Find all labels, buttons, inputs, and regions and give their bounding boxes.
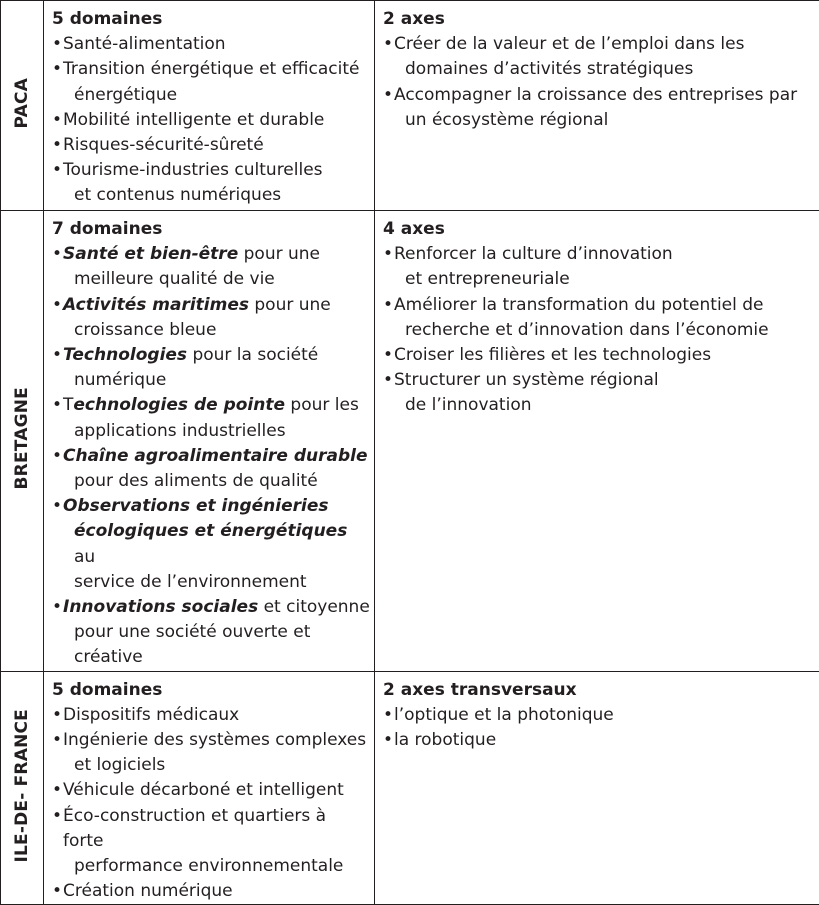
list-item xyxy=(383,293,815,343)
bullet: • xyxy=(52,343,63,368)
item-emphasis: Activités maritimes xyxy=(63,295,249,315)
region-label: PACA xyxy=(12,78,32,129)
item-text: Structurer un système régional xyxy=(394,370,659,390)
list-item xyxy=(52,778,370,803)
axes-list xyxy=(383,242,815,418)
axes-list xyxy=(383,32,815,133)
item-text-continued: pour une société ouverte et créative xyxy=(63,620,370,670)
bullet: • xyxy=(52,57,63,82)
item-text: Risques-sécurité-sûreté xyxy=(63,135,264,155)
region-cell xyxy=(1,211,44,672)
item-text-continued: performance environnementale xyxy=(63,854,370,879)
region-cell xyxy=(1,1,44,211)
item-text: pour les xyxy=(285,395,359,415)
bullet: • xyxy=(383,242,394,267)
list-item xyxy=(52,133,370,158)
item-text: l’optique et la photonique xyxy=(394,705,614,725)
item-text-continued: meilleure qualité de vie xyxy=(63,267,370,292)
item-text: Mobilité intelligente et durable xyxy=(63,110,324,130)
list-item xyxy=(52,494,370,595)
list-item xyxy=(52,293,370,343)
axes-heading: 4 axes xyxy=(383,217,815,242)
item-text: Transition énergétique et efficacité xyxy=(63,59,359,79)
axes-heading: 2 axes xyxy=(383,7,815,32)
item-text-continued: numérique xyxy=(63,368,370,393)
item-text-continued: domaines d’activités stratégiques xyxy=(394,57,815,82)
item-line-continued xyxy=(63,519,370,569)
item-text: et citoyenne xyxy=(258,597,370,617)
axes-heading: 2 axes transversaux xyxy=(383,678,815,703)
bullet: • xyxy=(52,133,63,158)
bullet: • xyxy=(52,778,63,803)
bullet: • xyxy=(52,242,63,267)
list-item xyxy=(52,108,370,133)
item-text-continued: et contenus numériques xyxy=(63,183,370,208)
domains-cell xyxy=(44,211,375,672)
table-row xyxy=(1,1,819,211)
bullet: • xyxy=(52,494,63,519)
list-item xyxy=(383,728,815,753)
axes-content xyxy=(375,1,819,133)
bullet: • xyxy=(52,728,63,753)
axes-content xyxy=(375,672,819,754)
item-emphasis: echnologies de pointe xyxy=(73,395,285,415)
item-text-continued: énergétique xyxy=(63,83,370,108)
bullet: • xyxy=(383,368,394,393)
item-emphasis: Technologies xyxy=(63,345,187,365)
list-item xyxy=(52,393,370,443)
bullet: • xyxy=(52,879,63,904)
item-text-continued: service de l’environnement xyxy=(63,570,370,595)
item-text: Accompagner la croissance des entreprises par xyxy=(394,85,797,105)
list-item xyxy=(52,728,370,778)
list-item xyxy=(52,32,370,57)
item-text: la robotique xyxy=(394,730,496,750)
list-item xyxy=(52,703,370,728)
domains-heading: 5 domaines xyxy=(52,7,370,32)
list-item xyxy=(383,368,815,418)
item-emphasis: Innovations sociales xyxy=(63,597,258,617)
item-text: Croiser les filières et les technologies xyxy=(394,345,711,365)
item-text: Éco-construction et quartiers à forte xyxy=(63,806,326,851)
domains-heading: 7 domaines xyxy=(52,217,370,242)
item-text: Dispositifs médicaux xyxy=(63,705,239,725)
domains-heading: 5 domaines xyxy=(52,678,370,703)
bullet: • xyxy=(52,32,63,57)
list-item xyxy=(383,83,815,133)
item-text: Création numérique xyxy=(63,881,233,901)
list-item xyxy=(383,32,815,82)
list-item xyxy=(383,703,815,728)
bullet: • xyxy=(52,158,63,183)
axes-cell xyxy=(375,671,819,905)
domains-cell xyxy=(44,1,375,211)
domains-cell xyxy=(44,671,375,905)
item-text: Renforcer la culture d’innovation xyxy=(394,244,673,264)
axes-content xyxy=(375,211,819,419)
item-text-continued: recherche et d’innovation dans l’économie xyxy=(394,318,815,343)
bullet: • xyxy=(52,393,63,418)
item-emphasis: écologiques et énergétiques xyxy=(74,521,347,541)
item-text: au xyxy=(74,547,95,567)
item-text-continued: applications industrielles xyxy=(63,419,370,444)
list-item xyxy=(52,158,370,208)
region-cell xyxy=(1,671,44,905)
bullet: • xyxy=(52,108,63,133)
item-emphasis: Chaîne agroalimentaire durable xyxy=(63,446,368,466)
item-text: Ingénierie des systèmes complexes xyxy=(63,730,366,750)
list-item xyxy=(383,242,815,292)
axes-list xyxy=(383,703,815,753)
item-text-continued: de l’innovation xyxy=(394,393,815,418)
list-item xyxy=(52,879,370,904)
bullet: • xyxy=(383,343,394,368)
bullet: • xyxy=(383,32,394,57)
bullet: • xyxy=(52,293,63,318)
axes-cell xyxy=(375,1,819,211)
bullet: • xyxy=(52,444,63,469)
domains-content xyxy=(44,672,374,905)
item-text: Santé-alimentation xyxy=(63,34,226,54)
item-text-continued: un écosystème régional xyxy=(394,108,815,133)
table-row xyxy=(1,211,819,672)
item-text: pour la société xyxy=(187,345,318,365)
item-text: Améliorer la transformation du potentiel de xyxy=(394,295,764,315)
bullet: • xyxy=(52,595,63,620)
item-text: Véhicule décarboné et intelligent xyxy=(63,780,344,800)
item-emphasis: Santé et bien-être xyxy=(63,244,238,264)
item-text: Créer de la valeur et de l’emploi dans les xyxy=(394,34,744,54)
bullet: • xyxy=(383,728,394,753)
list-item xyxy=(52,444,370,494)
domains-list xyxy=(52,32,370,208)
list-item xyxy=(383,343,815,368)
item-text: T xyxy=(63,395,73,415)
domains-list xyxy=(52,242,370,670)
bullet: • xyxy=(383,293,394,318)
list-item xyxy=(52,595,370,671)
item-text-continued: et logiciels xyxy=(63,753,370,778)
bullet: • xyxy=(383,83,394,108)
bullet: • xyxy=(52,804,63,829)
item-text-continued: croissance bleue xyxy=(63,318,370,343)
list-item xyxy=(52,57,370,107)
region-label: BRETAGNE xyxy=(12,387,32,490)
item-emphasis: Observations et ingénieries xyxy=(63,496,329,516)
list-item xyxy=(52,343,370,393)
item-text: Tourisme-industries culturelles xyxy=(63,160,323,180)
region-label: ILE-DE- FRANCE xyxy=(12,709,32,863)
item-text-continued: pour des aliments de qualité xyxy=(63,469,370,494)
item-text-continued: et entrepreneuriale xyxy=(394,267,815,292)
axes-cell xyxy=(375,211,819,672)
item-text: pour une xyxy=(238,244,320,264)
bullet: • xyxy=(383,703,394,728)
domains-list xyxy=(52,703,370,905)
table-row xyxy=(1,671,819,905)
bullet: • xyxy=(52,703,63,728)
domains-content xyxy=(44,1,374,209)
domains-content xyxy=(44,211,374,671)
item-text: pour une xyxy=(249,295,331,315)
list-item xyxy=(52,242,370,292)
list-item xyxy=(52,804,370,880)
